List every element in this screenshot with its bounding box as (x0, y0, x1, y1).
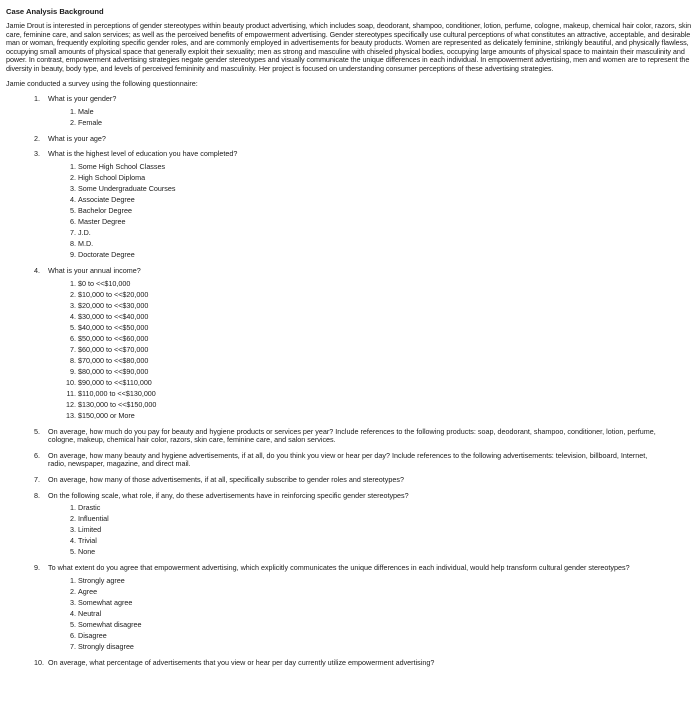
option-label: $30,000 to <<$40,000 (78, 311, 149, 321)
option-label: Limited (78, 525, 102, 535)
question-number: 9. (34, 563, 40, 573)
option-item (70, 608, 693, 619)
option-label: $40,000 to <<$50,000 (78, 322, 149, 332)
option-label: Agree (78, 586, 98, 596)
option-number: 8. (70, 355, 76, 365)
question-number: 8. (34, 490, 40, 500)
option-number: 4. (70, 536, 76, 546)
option-number: 8. (70, 238, 76, 248)
option-label: M.D. (78, 238, 94, 248)
question-text: What is your annual income? (48, 265, 141, 275)
option-list (48, 106, 693, 128)
option-item (66, 377, 693, 388)
option-number: 4. (70, 194, 76, 204)
question-number: 6. (34, 450, 40, 460)
option-item (70, 546, 693, 557)
option-number: 2. (70, 117, 76, 127)
option-number: 9. (70, 249, 76, 259)
question-text: To what extent do you agree that empowerment advertising, which explicitly communicates the unique differences in each individual, would help transform cultural gender stereotypes? (48, 563, 630, 573)
option-number: 7. (70, 344, 76, 354)
option-number: 4. (70, 608, 76, 618)
question-number: 7. (34, 474, 40, 484)
option-label: Some Undergraduate Courses (78, 183, 176, 193)
option-item (70, 205, 693, 216)
option-label: Somewhat agree (78, 597, 133, 607)
document-title: Case Analysis Background (6, 7, 104, 16)
option-number: 5. (70, 619, 76, 629)
option-number: 2. (70, 172, 76, 182)
option-item (70, 619, 693, 630)
option-number: 10. (66, 377, 76, 387)
option-number: 11. (66, 388, 76, 398)
option-label: J.D. (78, 227, 91, 237)
option-label: $20,000 to <<$30,000 (78, 300, 149, 310)
question-text: What is your age? (48, 133, 106, 143)
option-label: Drastic (78, 503, 101, 513)
option-label: Bachelor Degree (78, 205, 132, 215)
option-label: High School Diploma (78, 172, 146, 182)
option-number: 5. (70, 322, 76, 332)
option-item (66, 399, 693, 410)
option-number: 7. (70, 227, 76, 237)
option-item (70, 355, 693, 366)
question-number: 5. (34, 426, 40, 436)
option-item (70, 278, 693, 289)
option-number: 2. (70, 586, 76, 596)
question-number: 1. (34, 94, 40, 104)
option-item (70, 513, 693, 524)
option-label: Trivial (78, 536, 97, 546)
option-number: 12. (66, 399, 76, 409)
question-text: On average, how much do you pay for beauty and hygiene products or services per year? Include references to the following products: soap, deodorant, shampoo, conditioner, lotion, perfume, cologne, makeup, chemical hair color, razors, skin care, feminine care, and salon services. (48, 426, 656, 445)
option-label: None (78, 547, 96, 557)
option-label: $130,000 to <<$150,000 (78, 399, 157, 409)
option-item (70, 172, 693, 183)
option-number: 6. (70, 630, 76, 640)
question-item (34, 149, 693, 260)
option-label: $150,000 or More (78, 410, 135, 420)
option-label: Master Degree (78, 216, 126, 226)
option-list (48, 502, 693, 557)
option-number: 6. (70, 333, 76, 343)
option-label: Doctorate Degree (78, 249, 135, 259)
option-item (70, 216, 693, 227)
option-label: Male (78, 106, 94, 116)
option-item (70, 322, 693, 333)
question-item (34, 133, 693, 144)
option-item (70, 535, 693, 546)
option-item (70, 117, 693, 128)
question-text: On average, what percentage of advertisements that you view or hear per day currently utilize empowerment advertising? (48, 657, 435, 667)
option-label: $90,000 to <<$110,000 (78, 377, 152, 387)
option-item (70, 194, 693, 205)
option-label: $70,000 to <<$80,000 (78, 355, 149, 365)
question-item (34, 265, 693, 421)
question-number: 3. (34, 149, 40, 159)
option-item (70, 238, 693, 249)
option-label: Neutral (78, 608, 102, 618)
option-number: 3. (70, 300, 76, 310)
option-number: 13. (66, 410, 76, 420)
option-label: Some High School Classes (78, 161, 166, 171)
option-number: 1. (70, 503, 76, 513)
option-item (70, 630, 693, 641)
question-item (34, 657, 693, 668)
option-label: $50,000 to <<$60,000 (78, 333, 149, 343)
option-number: 2. (70, 514, 76, 524)
question-text: On average, how many beauty and hygiene advertisements, if at all, do you think you view or hear per day? Include references to the following advertisements: television, billboard, Internet, radio, newspaper, magazine, and direct mail. (48, 450, 648, 469)
question-number: 4. (34, 265, 40, 275)
option-item (70, 366, 693, 377)
option-list (48, 278, 693, 421)
question-item (34, 426, 693, 445)
question-text: On the following scale, what role, if any, do these advertisements have in reinforcing specific gender stereotypes? (48, 490, 409, 500)
option-number: 1. (70, 161, 76, 171)
option-number: 7. (70, 641, 76, 651)
option-label: $80,000 to <<$90,000 (78, 366, 149, 376)
option-item (70, 344, 693, 355)
option-label: $110,000 to <<$130,000 (78, 388, 156, 398)
question-number: 10. (34, 657, 44, 667)
question-text: On average, how many of those advertisements, if at all, specifically subscribe to gender roles and stereotypes? (48, 474, 404, 484)
option-number: 2. (70, 289, 76, 299)
option-list (48, 161, 693, 260)
option-item (70, 289, 693, 300)
question-text: What is your gender? (48, 94, 117, 104)
question-list (6, 95, 693, 667)
intro-text: Jamie conducted a survey using the following questionnaire: (6, 78, 198, 88)
option-item (70, 311, 693, 322)
option-item (70, 300, 693, 311)
question-item (34, 450, 693, 469)
option-number: 6. (70, 216, 76, 226)
option-item (70, 183, 693, 194)
option-number: 4. (70, 311, 76, 321)
question-item (34, 563, 693, 652)
option-item (70, 597, 693, 608)
option-label: Disagree (78, 630, 107, 640)
option-number: 1. (70, 278, 76, 288)
option-item (66, 388, 693, 399)
option-item (70, 249, 693, 260)
option-label: Strongly disagree (78, 641, 134, 651)
option-item (70, 502, 693, 513)
option-item (70, 524, 693, 535)
option-number: 9. (70, 366, 76, 376)
question-item (34, 94, 693, 128)
option-label: Associate Degree (78, 194, 135, 204)
option-label: Influential (78, 514, 109, 524)
option-list (48, 575, 693, 652)
option-number: 5. (70, 205, 76, 215)
option-label: Strongly agree (78, 575, 125, 585)
option-item (70, 106, 693, 117)
question-number: 2. (34, 133, 40, 143)
option-number: 1. (70, 575, 76, 585)
option-item (66, 410, 693, 421)
option-label: Somewhat disagree (78, 619, 142, 629)
option-item (70, 227, 693, 238)
option-item (70, 333, 693, 344)
option-item (70, 575, 693, 586)
question-text: What is the highest level of education you have completed? (48, 149, 238, 159)
option-item (70, 641, 693, 652)
background-paragraph: Jamie Drout is interested in perceptions of gender stereotypes within beauty product advertising, which includes soap, deodorant, shampoo, conditioner, lotion, perfume, cologne, makeup, chemical hair color, razors, skin care, feminine care, and salon services; as well as the perceived benefits of empowerment advertising. Gender stereotypes specifically use cultural perceptions of what constitutes an attractive, acceptable, and desirable man or woman, frequently exploiting specific gender roles, and are commonly employed in advertisements for beauty products. Women are represented as delicately feminine, strikingly beautiful, and physically flawless, occupying small amounts of physical space that generally exploit their sexuality; men as strong and masculine with chiseled physical bodies, occupying large amounts of physical space to maintain their masculinity and power. In contrast, empowerment advertising strategies negate gender stereotypes and visually communicate the unique differences in each individual. In empowerment advertising, men and women are to represent the diversity in beauty, body type, and levels of perceived femininity and masculinity. Her project is focused on understanding consumer perceptions of these advertising strategies. (6, 21, 692, 73)
option-number: 5. (70, 547, 76, 557)
option-label: $0 to <<$10,000 (78, 278, 131, 288)
option-label: $10,000 to <<$20,000 (78, 289, 149, 299)
question-item (34, 490, 693, 558)
option-item (70, 586, 693, 597)
question-item (34, 474, 693, 485)
option-number: 1. (70, 106, 76, 116)
option-label: $60,000 to <<$70,000 (78, 344, 149, 354)
option-number: 3. (70, 183, 76, 193)
option-number: 3. (70, 525, 76, 535)
option-label: Female (78, 117, 102, 127)
option-item (70, 161, 693, 172)
option-number: 3. (70, 597, 76, 607)
